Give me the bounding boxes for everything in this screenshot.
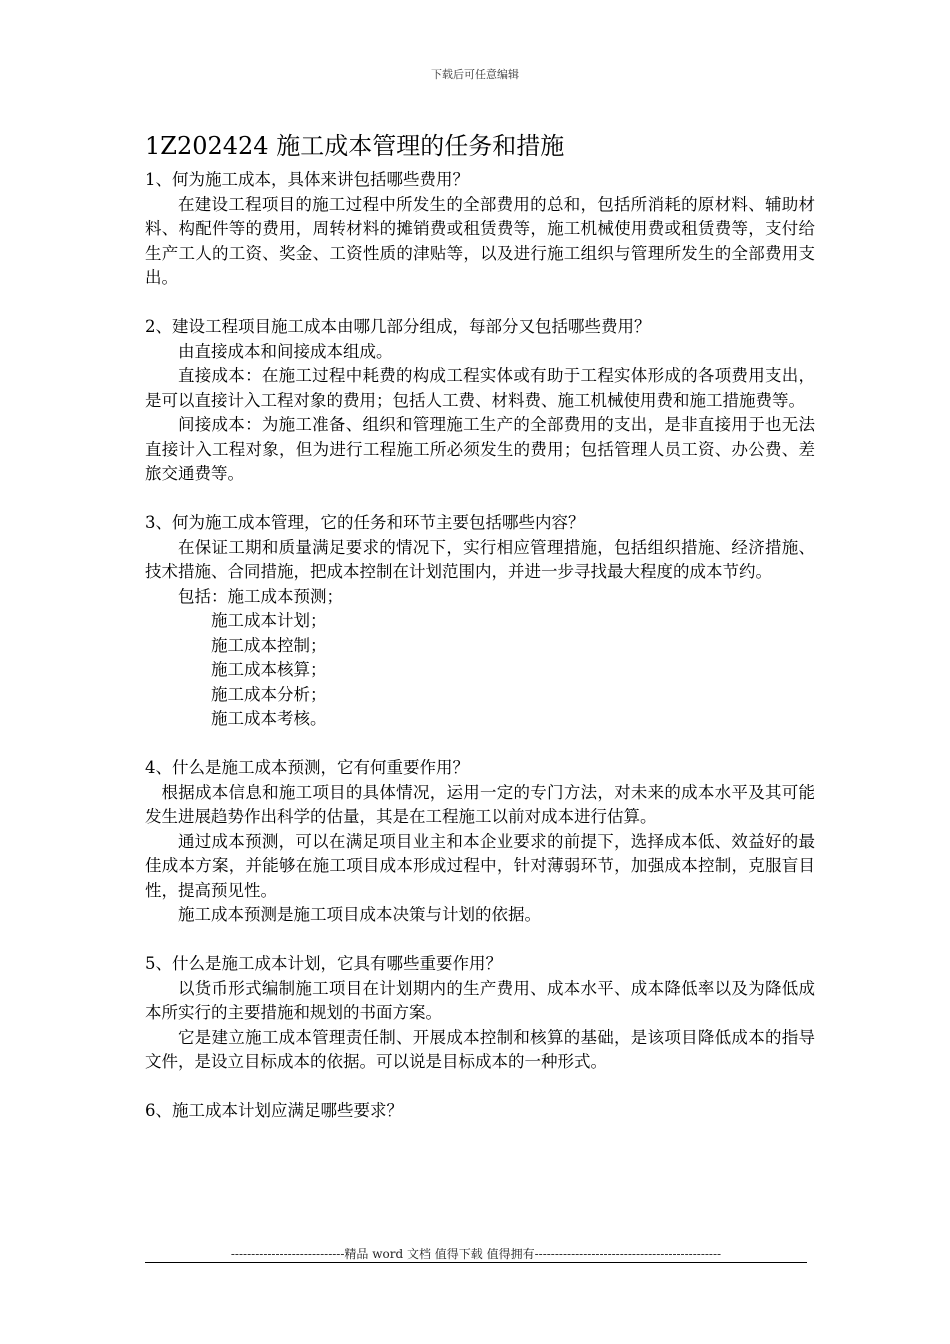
answer-2-paragraph-2: 直接成本：在施工过程中耗费的构成工程实体或有助于工程实体形成的各项费用支出，是可以直接计入工程对象的费用；包括人工费、材料费、施工机械使用费和施工措施费等。 [145, 366, 815, 410]
page-footer: ----------------------------精品 word 文档 值得下载 值得拥有---------------------------------------------- [230, 1247, 722, 1261]
question-3: 3、何为施工成本管理，它的任务和环节主要包括哪些内容？ [145, 513, 585, 532]
question-5: 5、什么是施工成本计划，它具有哪些重要作用？ [145, 954, 502, 973]
question-4: 4、什么是施工成本预测，它有何重要作用？ [145, 758, 469, 777]
spacer [145, 732, 815, 757]
spacer [145, 487, 815, 512]
spacer [145, 1075, 815, 1100]
list-item: 施工成本考核。 [211, 709, 327, 728]
footer-rule [145, 1262, 807, 1263]
document-title: 1Z202424 施工成本管理的任务和措施 [145, 132, 565, 160]
answer-1-paragraph: 在建设工程项目的施工过程中所发生的全部费用的总和，包括所消耗的原材料、辅助材料、构配件等的费用，周转材料的摊销费或租赁费等，施工机械使用费或租赁费等，支付给生产工人的工资、奖金、工资性质的津贴等，以及进行施工组织与管理所发生的全部费用支出。 [145, 194, 815, 287]
answer-5-paragraph-1: 以货币形式编制施工项目在计划期内的生产费用、成本水平、成本降低率以及为降低成本所实行的主要措施和规划的书面方案。 [145, 978, 815, 1022]
question-1: 1、何为施工成本，具体来讲包括哪些费用？ [145, 170, 469, 189]
answer-5-paragraph-2: 它是建立施工成本管理责任制、开展成本控制和核算的基础，是该项目降低成本的指导文件，是设立目标成本的依据。可以说是目标成本的一种形式。 [145, 1027, 815, 1071]
list-item: 施工成本控制； [211, 635, 327, 655]
spacer [145, 928, 815, 953]
list-item: 施工成本分析； [211, 684, 327, 704]
page-header: 下载后可任意编辑 [431, 68, 519, 81]
list-intro: 包括：施工成本预测； [178, 586, 343, 606]
list-item: 施工成本计划； [211, 611, 327, 630]
answer-4-paragraph-1: 根据成本信息和施工项目的具体情况，运用一定的专门方法，对未来的成本水平及其可能发生进展趋势作出科学的估量，其是在工程施工以前对成本进行估算。 [145, 782, 815, 826]
answer-3-paragraph: 在保证工期和质量满足要求的情况下，实行相应管理措施，包括组织措施、经济措施、技术措施、合同措施，把成本控制在计划范围内，并进一步寻找最大程度的成本节约。 [145, 537, 815, 581]
document-body [145, 130, 815, 1124]
answer-2-paragraph-3: 间接成本：为施工准备、组织和管理施工生产的全部费用的支出，是非直接用于也无法直接计入工程对象，但为进行工程施工所必须发生的费用；包括管理人员工资、办公费、差旅交通费等。 [145, 415, 815, 483]
list-item: 施工成本核算； [211, 660, 327, 679]
answer-4-paragraph-3: 施工成本预测是施工项目成本决策与计划的依据。 [178, 905, 541, 924]
answer-4-paragraph-2: 通过成本预测，可以在满足项目业主和本企业要求的前提下，选择成本低、效益好的最佳成本方案，并能够在施工项目成本形成过程中，针对薄弱环节，加强成本控制，克服盲目性，提高预见性。 [145, 831, 815, 900]
spacer [145, 291, 815, 316]
question-2: 2、建设工程项目施工成本由哪几部分组成，每部分又包括哪些费用？ [145, 317, 651, 336]
answer-2-paragraph-1: 由直接成本和间接成本组成。 [178, 341, 393, 361]
question-6: 6、施工成本计划应满足哪些要求？ [145, 1101, 403, 1120]
